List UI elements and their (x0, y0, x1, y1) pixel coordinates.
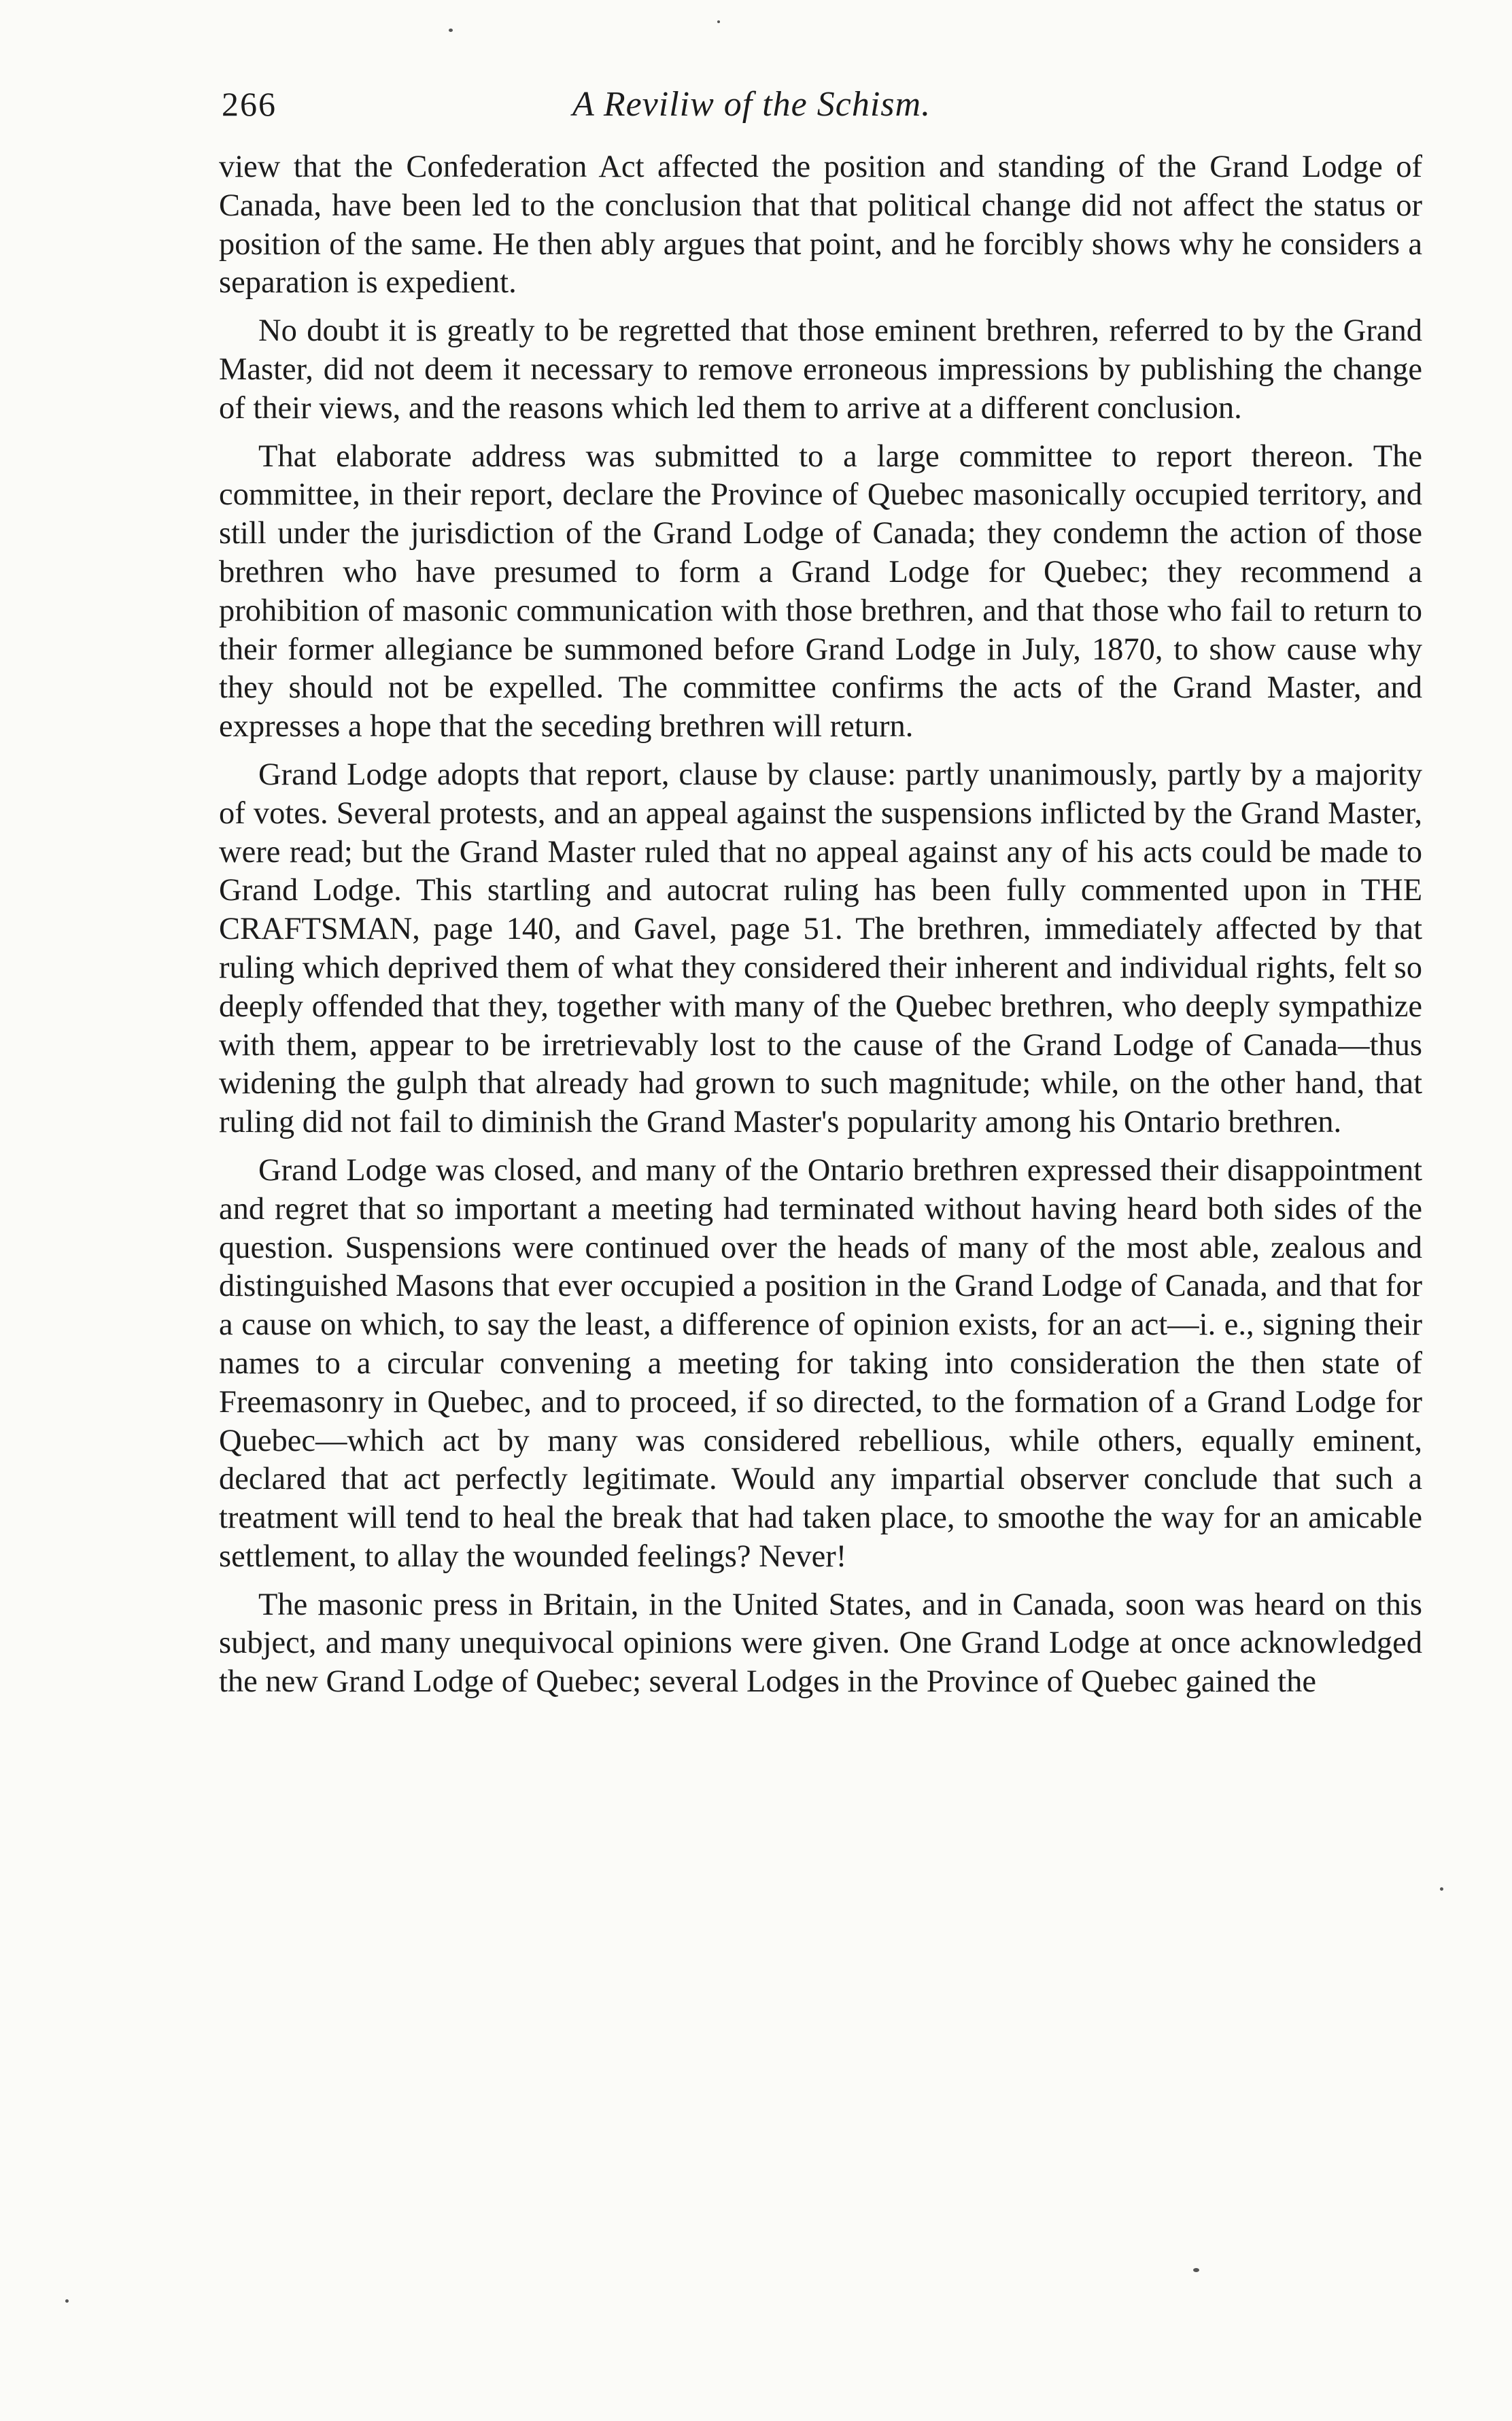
scan-speck (449, 29, 453, 32)
scan-speck (65, 2299, 69, 2303)
scan-speck (1440, 1887, 1443, 1891)
running-title: A Reviliw of the Schism. (572, 85, 931, 124)
paragraph-4: Grand Lodge adopts that report, clause by clause: partly unanimously, partly by a majority of votes. Several protests, and an appeal against the suspensions inflicted by the Grand Master, were read; but the Grand Master ruled that no appeal against any of his acts could be made to Grand Lodge. This startling and autocrat ruling has been fully commented upon in THE CRAFTSMAN, page 140, and Gavel, page 51. The brethren, immediately affected by that ruling which deprived them of what they considered their inherent and individual rights, felt so deeply offended that they, together with many of the Quebec brethren, who deeply sympathize with them, appear to be irretrievably lost to the cause of the Grand Lodge of Canada—thus widening the gulph that already had grown to such magnitude; while, on the other hand, that ruling did not fail to diminish the Grand Master's popularity among his Ontario brethren. (219, 757, 1422, 1140)
page-header (219, 82, 1422, 139)
paragraph-2: No doubt it is greatly to be regretted that those eminent brethren, referred to by the Grand Master, did not deem it necessary to remove erroneous impressions by publishing the change of their views, and the reasons which led them to arrive at a different conclusion. (219, 313, 1422, 426)
scan-speck (1193, 2268, 1199, 2272)
paragraph-1: view that the Confederation Act affected the position and standing of the Grand Lodge of Canada, have been led to the conclusion that that political change did not affect the status or position of the same. He then ably argues that point, and he forcibly shows why he considers a separation is expedient. (219, 150, 1422, 301)
page-number: 266 (222, 85, 277, 123)
paragraph-3: That elaborate address was submitted to a large committee to report thereon. The committee, in their report, declare the Province of Quebec masonically occupied territory, and still under the jurisdiction of the Grand Lodge of Canada; they condemn the action of those brethren who have presumed to form a Grand Lodge for Quebec; they recommend a prohibition of masonic communication with those brethren, and that those who fail to return to their former allegiance be summoned before Grand Lodge in July, 1870, to show cause why they should not be expelled. The committee confirms the acts of the Grand Master, and expresses a hope that the seceding brethren will return. (219, 439, 1422, 744)
paragraph-5: Grand Lodge was closed, and many of the Ontario brethren expressed their disappointment and regret that so important a meeting had terminated without having heard both sides of the question. Suspensions were continued over the heads of many of the most able, zealous and distinguished Masons that ever occupied a position in the Grand Lodge of Canada, and that for a cause on which, to say the least, a difference of opinion exists, for an act—i. e., signing their names to a circular convening a meeting for taking into consideration the then state of Freemasonry in Quebec, and to proceed, if so directed, to the formation of a Grand Lodge for Quebec—which act by many was considered rebellious, while others, equally eminent, declared that act perfectly legitimate. Would any impartial observer conclude that such a treatment will tend to heal the break that had taken place, to smoothe the way for an amicable settlement, to allay the wounded feelings? Never! (219, 1152, 1422, 1574)
paragraph-6: The masonic press in Britain, in the United States, and in Canada, soon was heard on this subject, and many unequivocal opinions were given. One Grand Lodge at once acknowledged the new Grand Lodge of Quebec; several Lodges in the Province of Quebec gained the (219, 1587, 1422, 1700)
scan-speck (717, 20, 720, 23)
book-page (219, 82, 1422, 1711)
